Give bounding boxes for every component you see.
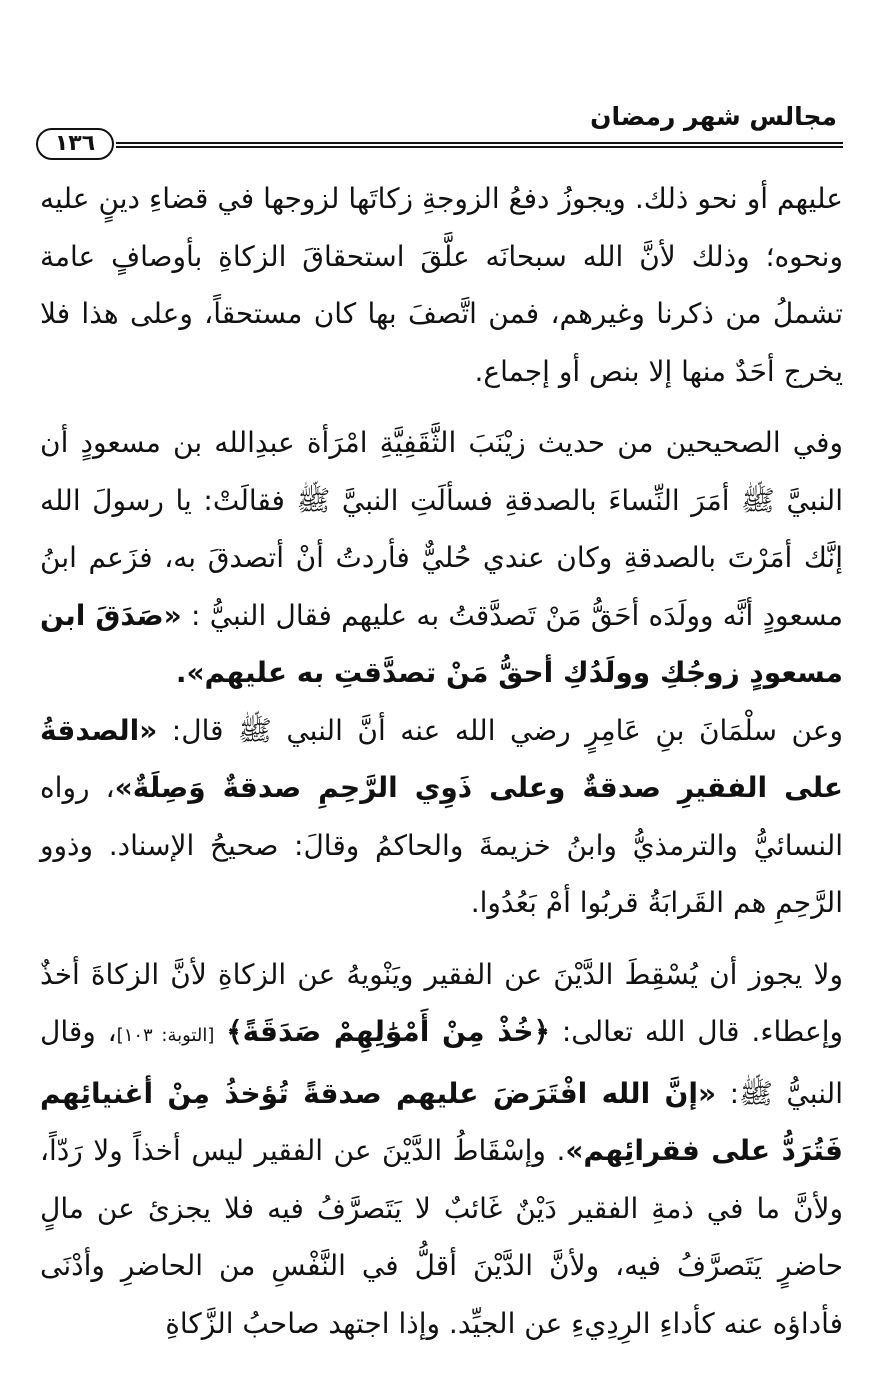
hadith-quote: «الصدقةُ على الفقيرِ صدقةٌ وعلى ذَوِي الرَّحِمِ صدقةٌ وَصِلَةٌ» — [40, 713, 843, 804]
quran-verse: ﴿خُذْ مِنْ أَمْوَٰلِهِمْ صَدَقَةً﴾ — [226, 1015, 551, 1048]
paragraph-text: ، وقال النبيُّ ﷺ: — [40, 1015, 843, 1110]
paragraph-text: وفي الصحيحين من حديث زيْنَبَ الثَّقَفِيَّةِ امْرَأة عبدِالله بن مسعودٍ أن النبيَّ ﷺ أمَرَ النِّساءَ بالصدقةِ فسألَتِ النبيَّ ﷺ فقالَتْ: يا رسولَ الله إنَّك أمَرْتَ بالصدقةِ وكان عندي حُليٌّ فأردتُ أنْ أتصدقَ به، فزَعم ابنُ مسعودٍ أنَّه وولَدَه أحَقُّ مَنْ تَصدَّقتُ به عليهم فقال النبيُّ : — [40, 426, 843, 632]
page-number: ١٣٦ — [36, 128, 114, 160]
paragraph-2 — [40, 414, 843, 702]
hadith-quote: «صَدَقَ ابن مسعودٍ زوجُكِ وولَدُكِ أحقُّ مَنْ تصدَّقتِ به عليهم». — [40, 598, 843, 689]
paragraph-1 — [40, 170, 843, 400]
header-rule — [116, 142, 843, 148]
paragraph-text: . وإسْقَاطُ الدَّيْنَ عن الفقير ليس أخذاً ولا رَدّاً، ولأنَّ ما في ذمةِ الفقير دَيْنٌ غَائبٌ لا يَتَصرَّفُ فيه فلا يجزئ عن مالٍ حاضرٍ يَتَصرَّفُ فيه، ولأنَّ الدَّيْنَ أقلُّ في النَّفْسِ من الحاضرِ وأدْنَى فأداؤه عنه كأداءِ الرِدِيءِ عن الجيِّد. وإذا اجتهد صاحبُ الزَّكاةِ — [40, 1134, 843, 1340]
hadith-quote: «إنَّ الله افْتَرَضَ عليهم صدقةً تُؤخذُ مِنْ أغنيائِهم فَتُرَدُّ على فقرائِهم» — [40, 1076, 843, 1167]
paragraph-text: عليهم أو نحو ذلك. ويجوزُ دفعُ الزوجةِ زكاتَها لزوجها في قضاءِ دينٍ عليه ونحوه؛ وذلك لأنَّ الله سبحانَه علَّقَ استحقاقَ الزكاةِ بأوصافٍ عامة تشملُ من ذكرنا وغيرهم، فمن اتَّصفَ بها كان مستحقاً، وعلى هذا فلا يخرج أحَدٌ منها إلا بنص أو إجماع. — [40, 182, 843, 388]
paragraph-3 — [40, 702, 843, 932]
page-header — [36, 98, 843, 158]
paragraph-4 — [40, 946, 843, 1353]
page-body — [40, 170, 843, 1352]
verse-citation: [التوبة: ١٠٣] — [116, 1025, 215, 1046]
running-title: مجالس شهر رمضان — [590, 102, 837, 131]
paragraph-text: ولا يجوز أن يُسْقِطَ الدَّيْنَ عن الفقير ويَنْويهُ عن الزكاةِ لأنَّ الزكاةَ أخذٌ وإعطاء. قال الله تعالى: — [40, 957, 843, 1048]
paragraph-text: وعن سلْمَانَ بنِ عَامِرٍ رضي الله عنه أنَّ النبي ﷺ قال: — [171, 713, 844, 747]
paragraph-text: ، رواه النسائيُّ والترمذيُّ وابنُ خزيمةَ والحاكمُ وقالَ: صحيحُ الإسناد. وذوو الرَّحِمِ هم القَرابَةُ قربُوا أمْ بَعُدُوا. — [40, 771, 843, 919]
